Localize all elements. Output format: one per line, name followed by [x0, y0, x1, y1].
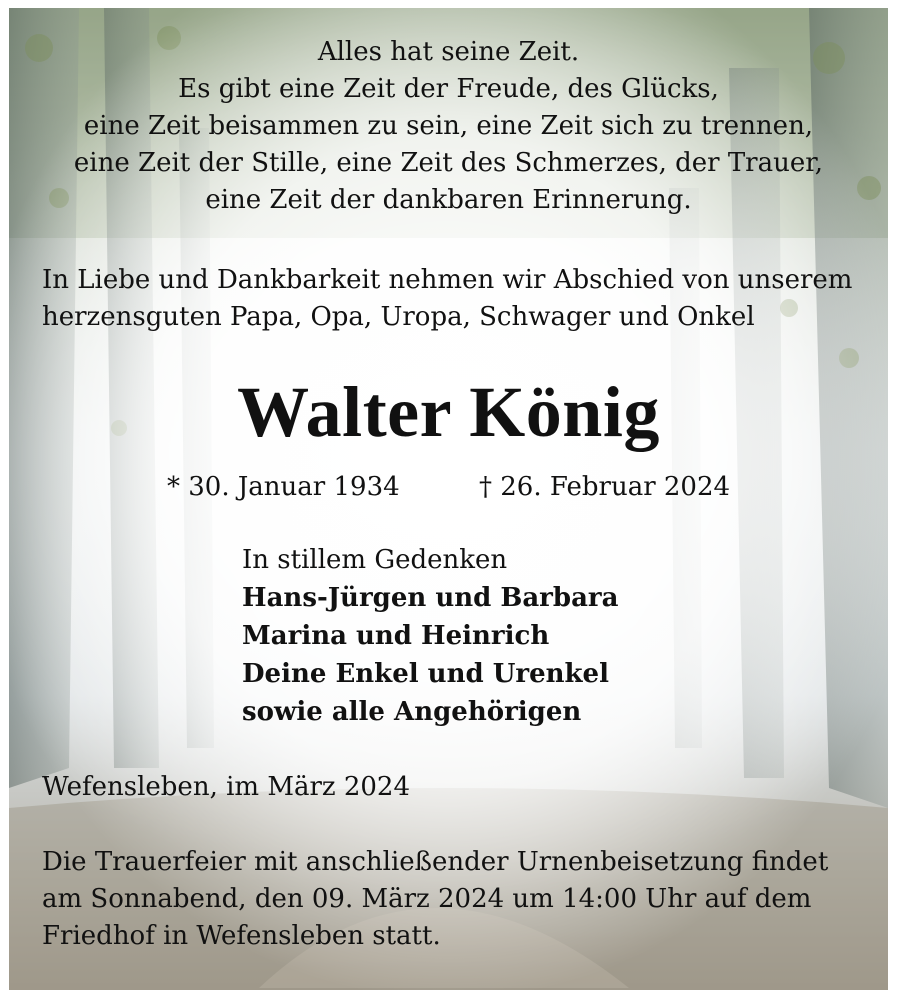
funeral-line: Die Trauerfeier mit anschließender Urnenbeisetzung findet — [42, 847, 829, 877]
place-date: Wefensleben, im März 2024 — [42, 772, 411, 802]
death-date: † 26. Februar 2024 — [479, 472, 731, 502]
poem-line: eine Zeit beisammen zu sein, eine Zeit sich zu trennen, — [83, 111, 814, 141]
funeral-notice — [42, 844, 857, 955]
obituary-card — [9, 8, 888, 990]
farewell-intro — [42, 262, 862, 336]
family-member: Marina und Heinrich — [242, 621, 550, 651]
family-member: sowie alle Angehörigen — [242, 697, 582, 727]
obituary-content — [9, 8, 888, 990]
poem-line: Es gibt eine Zeit der Freude, des Glücks, — [178, 74, 719, 104]
birth-date: * 30. Januar 1934 — [167, 472, 400, 502]
deceased-name: Walter König — [237, 372, 660, 452]
family-member: Hans-Jürgen und Barbara — [242, 583, 619, 613]
funeral-line: am Sonnabend, den 09. März 2024 um 14:00 Uhr auf dem — [42, 884, 812, 914]
poem — [9, 34, 888, 219]
poem-line: eine Zeit der Stille, eine Zeit des Schmerzes, der Trauer, — [73, 148, 824, 178]
family-lead: In stillem Gedenken — [242, 545, 508, 575]
intro-line: herzensguten Papa, Opa, Uropa, Schwager und Onkel — [42, 302, 755, 332]
family-signature — [242, 541, 618, 731]
intro-line: In Liebe und Dankbarkeit nehmen wir Abschied von unserem — [42, 265, 853, 295]
funeral-line: Friedhof in Wefensleben statt. — [42, 921, 441, 951]
poem-line: Alles hat seine Zeit. — [317, 37, 580, 67]
poem-line: eine Zeit der dankbaren Erinnerung. — [205, 185, 692, 215]
family-member: Deine Enkel und Urenkel — [242, 659, 609, 689]
